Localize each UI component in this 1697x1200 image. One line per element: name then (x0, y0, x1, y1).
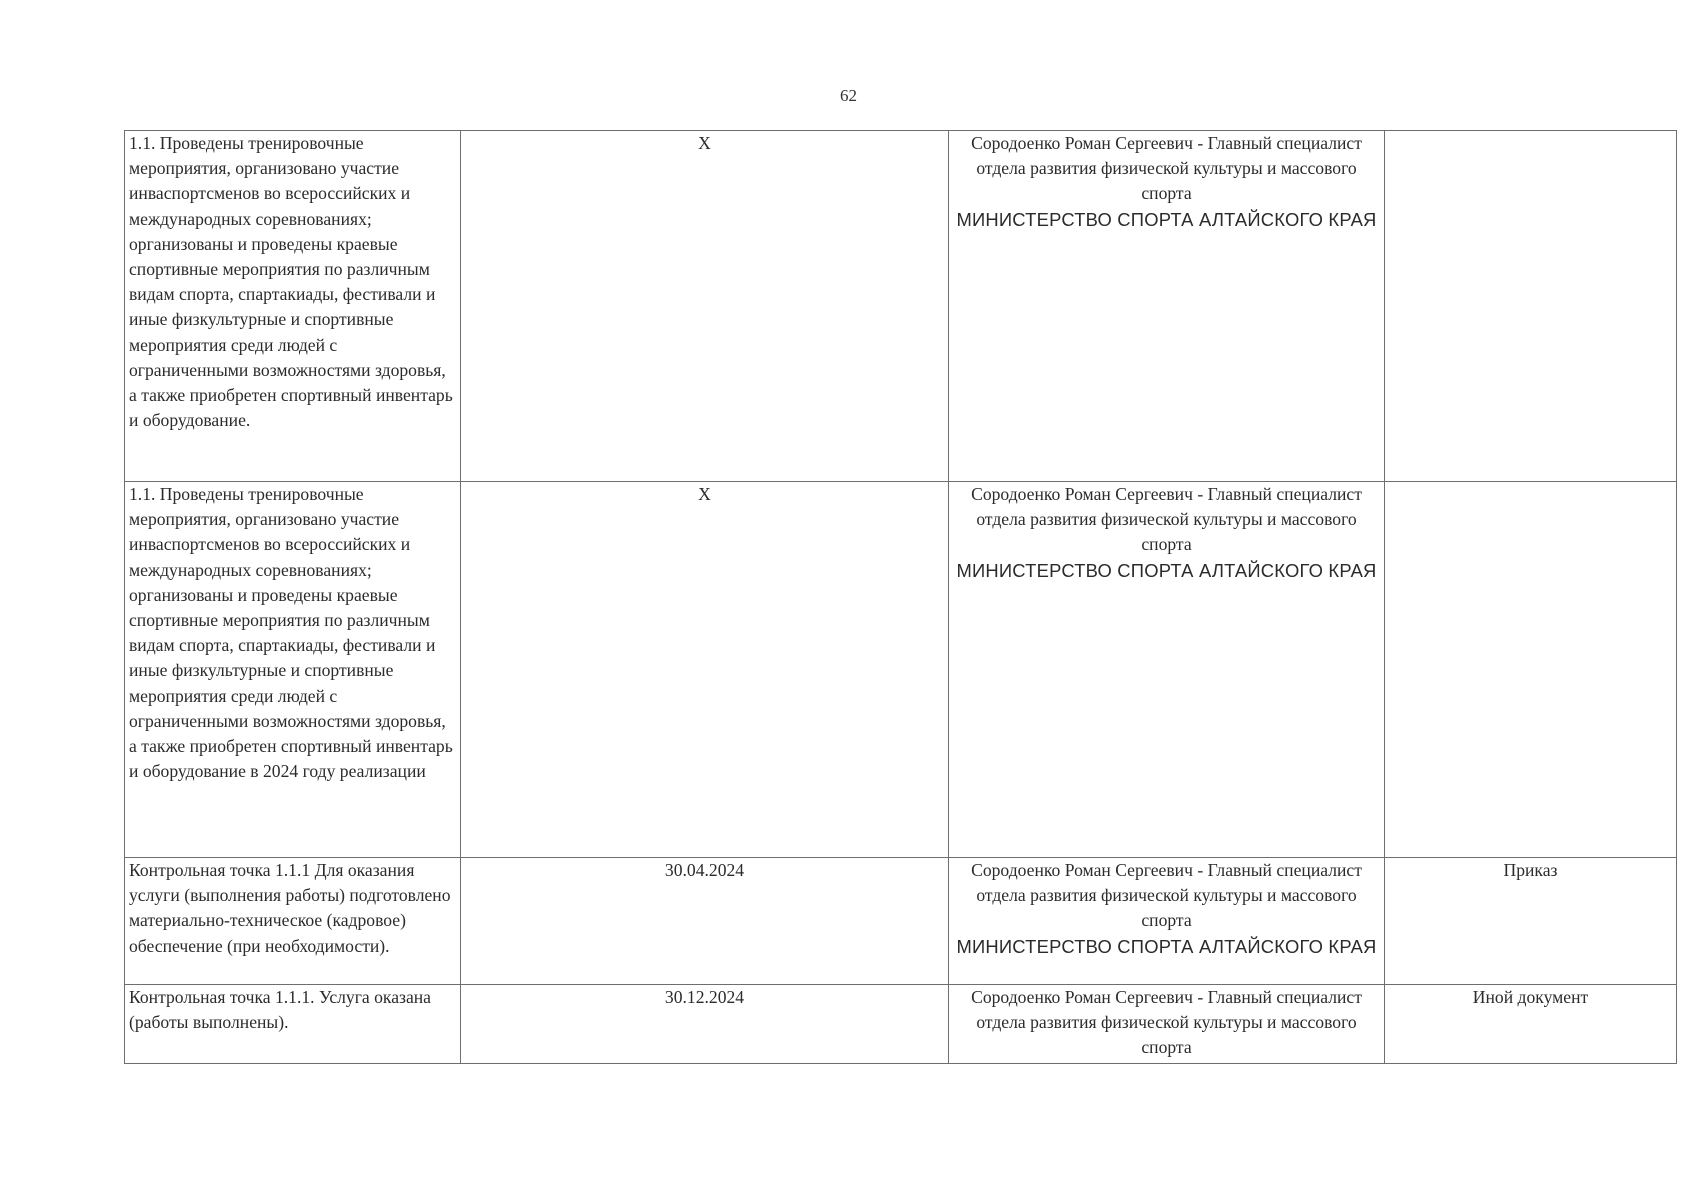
date-cell: X (461, 131, 949, 482)
responsible-cell (949, 131, 1385, 482)
responsible-person: Сородоенко Роман Сергеевич - Главный специалист отдела развития физической культуры и массового спорта (971, 484, 1362, 555)
table-row (125, 985, 1677, 1064)
date-cell: 30.12.2024 (461, 985, 949, 1064)
table-row (125, 131, 1677, 482)
date-cell: X (461, 482, 949, 858)
organization-name: МИНИСТЕРСТВО СПОРТА АЛТАЙСКОГО КРАЯ (956, 559, 1377, 581)
description-cell: 1.1. Проведены тренировочные мероприятия, организовано участие инваспортсменов во всероссийских и международных соревнованиях; организованы и проведены краевые спортивные мероприятия по различным видам спорта, спартакиады, фестивали и иные физкультурные и спортивные мероприятия среди людей с ограниченными возможностями здоровья, а также приобретен спортивный инвентарь и оборудование в 2024 году реализации (125, 482, 461, 858)
document-cell (1385, 482, 1677, 858)
date-cell: 30.04.2024 (461, 858, 949, 985)
page-number: 62 (840, 86, 857, 105)
table-row (125, 858, 1677, 985)
responsible-cell (949, 858, 1385, 985)
description-cell: Контрольная точка 1.1.1. Услуга оказана (работы выполнены). (125, 985, 461, 1064)
document-cell: Приказ (1385, 858, 1677, 985)
responsible-person: Сородоенко Роман Сергеевич - Главный специалист отдела развития физической культуры и массового спорта (971, 987, 1362, 1058)
organization-name: МИНИСТЕРСТВО СПОРТА АЛТАЙСКОГО КРАЯ (956, 935, 1377, 957)
table-row (125, 482, 1677, 858)
description-cell: Контрольная точка 1.1.1 Для оказания услуги (выполнения работы) подготовлено материально-техническое (кадровое) обеспечение (при необходимости). (125, 858, 461, 985)
document-cell (1385, 131, 1677, 482)
document-cell: Иной документ (1385, 985, 1677, 1064)
control-points-table (124, 130, 1677, 1064)
responsible-cell (949, 482, 1385, 858)
responsible-cell (949, 985, 1385, 1064)
description-cell: 1.1. Проведены тренировочные мероприятия, организовано участие инваспортсменов во всероссийских и международных соревнованиях; организованы и проведены краевые спортивные мероприятия по различным видам спорта, спартакиады, фестивали и иные физкультурные и спортивные мероприятия среди людей с ограниченными возможностями здоровья, а также приобретен спортивный инвентарь и оборудование. (125, 131, 461, 482)
organization-name: МИНИСТЕРСТВО СПОРТА АЛТАЙСКОГО КРАЯ (956, 208, 1377, 230)
responsible-person: Сородоенко Роман Сергеевич - Главный специалист отдела развития физической культуры и массового спорта (971, 133, 1362, 204)
responsible-person: Сородоенко Роман Сергеевич - Главный специалист отдела развития физической культуры и массового спорта (971, 860, 1362, 931)
